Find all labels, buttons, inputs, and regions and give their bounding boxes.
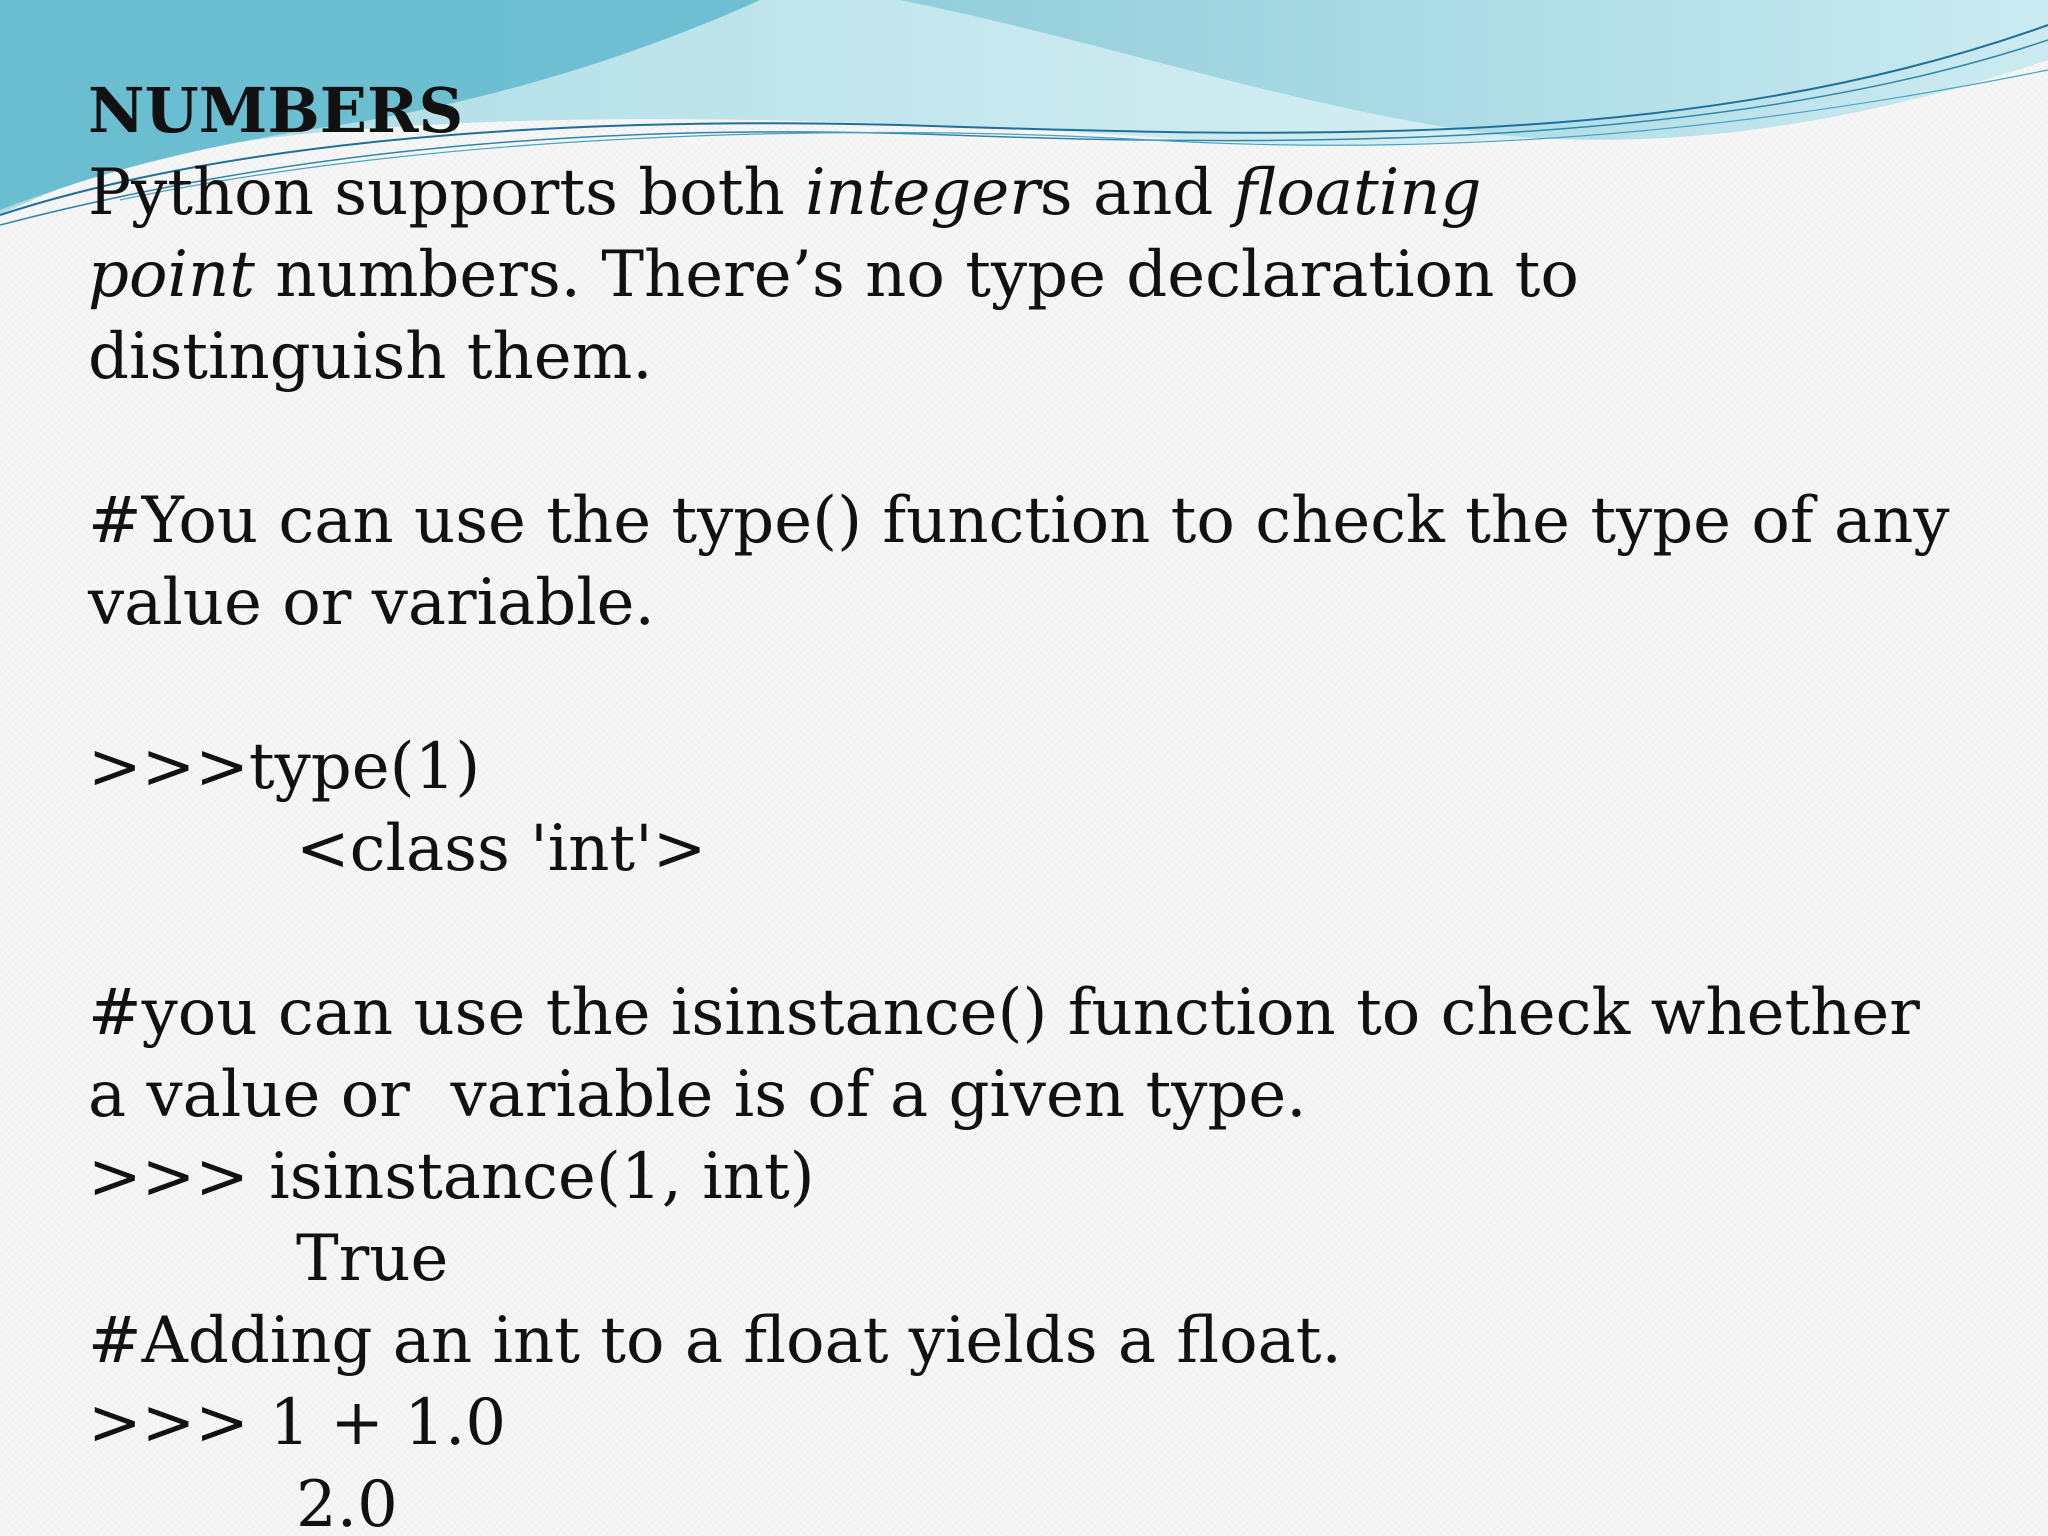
intro-line-1 bbox=[88, 152, 2008, 234]
intro-em-floating: floating bbox=[1233, 156, 1482, 230]
intro-em-point: point bbox=[88, 238, 255, 312]
intro-text-3: numbers. There’s no type declaration to bbox=[254, 238, 1579, 312]
spacer bbox=[88, 890, 2008, 972]
type-example-input: >>>type(1) bbox=[88, 730, 481, 804]
intro-em-integer: integer bbox=[805, 156, 1040, 230]
type-comment-line-1: #You can use the type() function to check the type of any bbox=[88, 484, 1950, 558]
add-comment: #Adding an int to a float yields a float. bbox=[88, 1304, 1342, 1378]
type-comment-line-2: value or variable. bbox=[88, 566, 655, 640]
isinstance-example-input: >>> isinstance(1, int) bbox=[88, 1140, 815, 1214]
isinstance-example-output: True bbox=[296, 1222, 449, 1296]
isinstance-comment-line-1: #you can use the isinstance() function to check whether bbox=[88, 976, 1920, 1050]
isinstance-comment-line-2: a value or variable is of a given type. bbox=[88, 1058, 1307, 1132]
spacer bbox=[88, 644, 2008, 726]
spacer bbox=[88, 398, 2008, 480]
intro-line-3: distinguish them. bbox=[88, 320, 653, 394]
slide-body bbox=[88, 70, 2008, 1536]
intro-line-2 bbox=[88, 234, 2008, 316]
slide-title: NUMBERS bbox=[88, 74, 464, 147]
intro-text-1: Python supports both bbox=[88, 156, 806, 230]
add-example-output: 2.0 bbox=[296, 1468, 398, 1536]
intro-text-2: s and bbox=[1039, 156, 1234, 230]
add-example-input: >>> 1 + 1.0 bbox=[88, 1386, 507, 1460]
type-example-output: <class 'int'> bbox=[296, 812, 707, 886]
